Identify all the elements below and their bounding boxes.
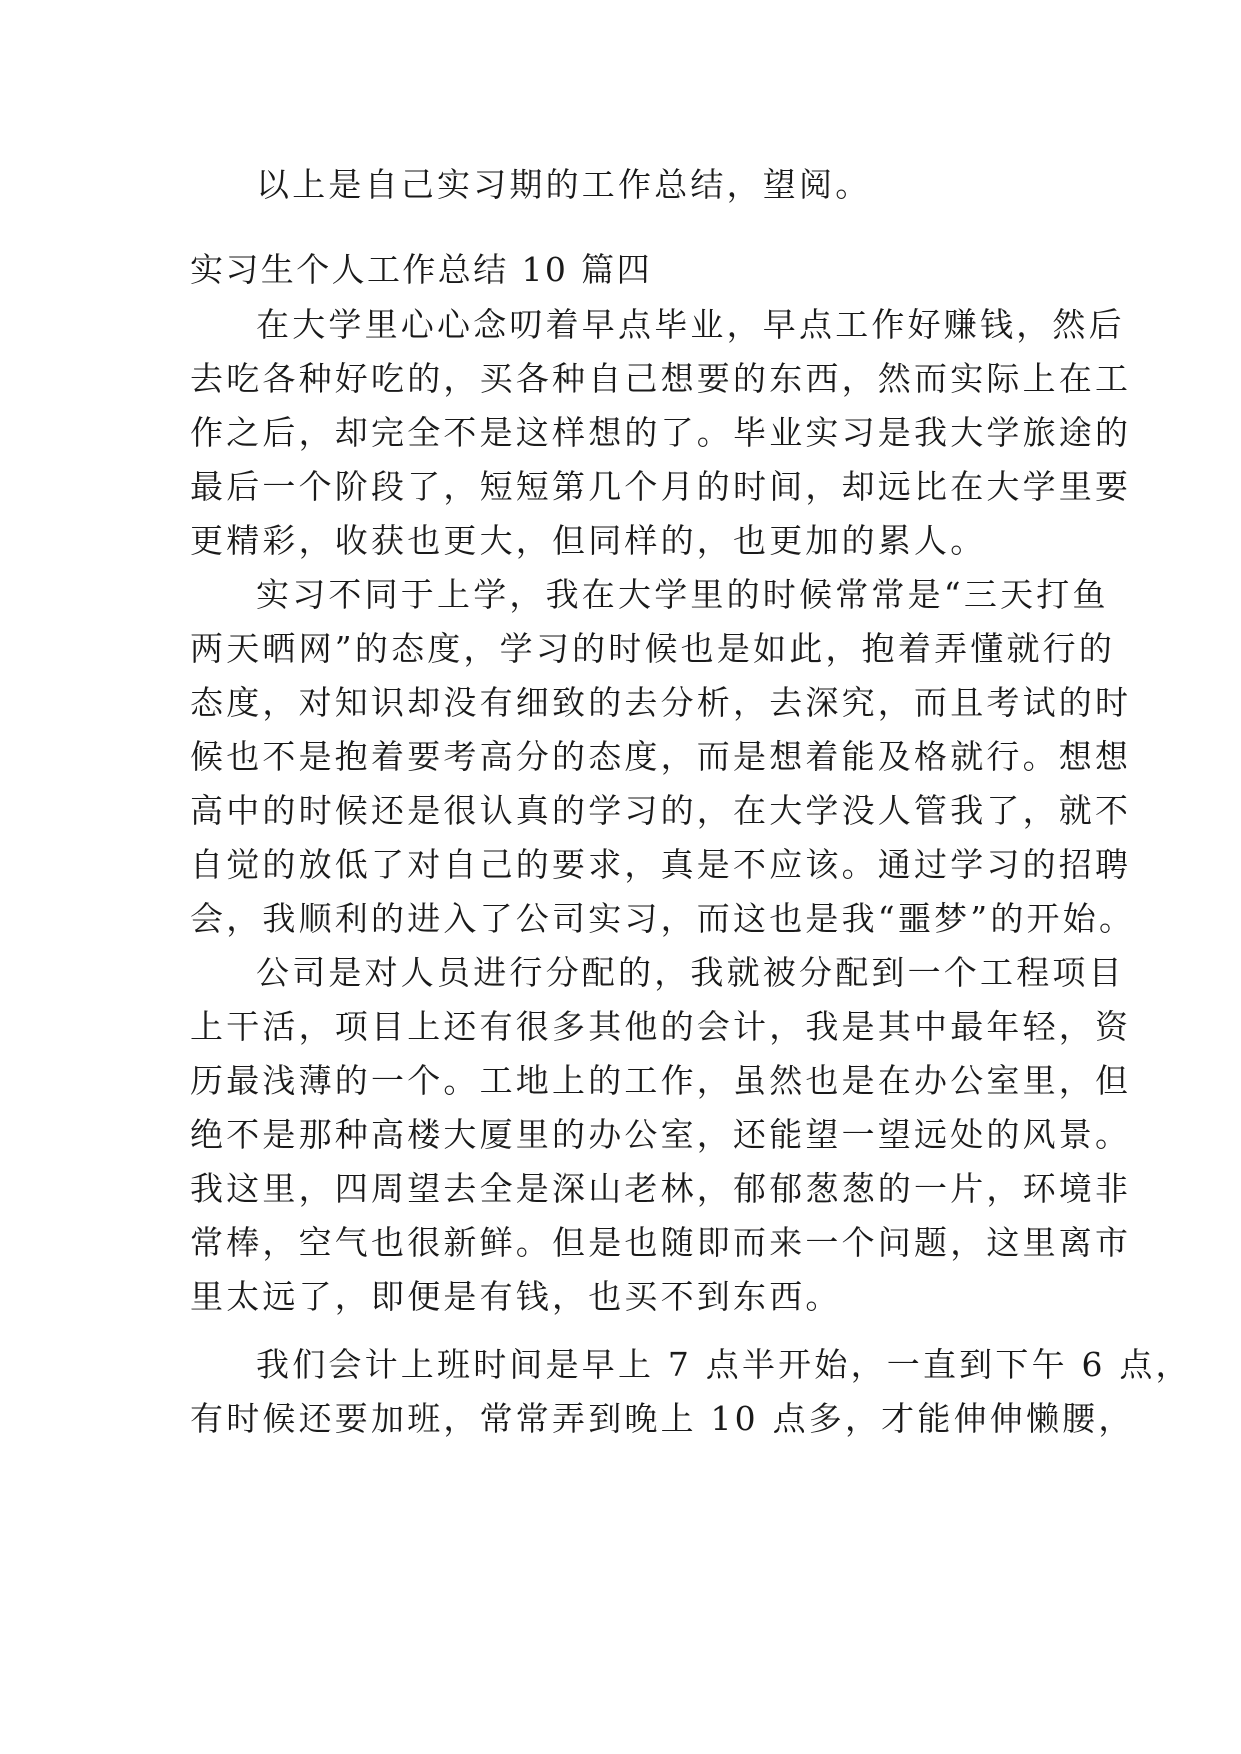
paragraph-3-line-6: 常棒，空气也很新鲜。但是也随即而来一个问题，这里离市 [190,1223,1132,1262]
paragraph-2-line-6: 自觉的放低了对自己的要求，真是不应该。通过学习的招聘 [190,845,1132,884]
paragraph-2-line-3: 态度，对知识却没有细致的去分析，去深究，而且考试的时 [190,683,1132,722]
paragraph-1-line-2: 去吃各种好吃的，买各种自己想要的东西，然而实际上在工 [190,359,1132,398]
paragraph-3-line-5: 我这里，四周望去全是深山老林，郁郁葱葱的一片，环境非 [190,1169,1132,1208]
paragraph-3-line-4: 绝不是那种高楼大厦里的办公室，还能望一望远处的风景。 [190,1115,1132,1154]
paragraph-2-line-1: 实习不同于上学，我在大学里的时候常常是“三天打鱼 [256,575,1109,614]
paragraph-1-line-1: 在大学里心心念叨着早点毕业，早点工作好赚钱，然后 [256,305,1125,344]
paragraph-3-line-3: 历最浅薄的一个。工地上的工作，虽然也是在办公室里，但 [190,1061,1132,1100]
paragraph-1-line-5: 更精彩，收获也更大，但同样的，也更加的累人。 [190,521,987,560]
paragraph-3-line-1: 公司是对人员进行分配的，我就被分配到一个工程项目 [256,953,1125,992]
paragraph-4-line-1: 我们会计上班时间是早上 7 点半开始，一直到下午 6 点， [256,1345,1192,1384]
paragraph-3-line-7: 里太远了，即便是有钱，也买不到东西。 [190,1277,842,1316]
closing-line: 以上是自己实习期的工作总结，望阅。 [256,165,872,204]
paragraph-2-line-5: 高中的时候还是很认真的学习的，在大学没人管我了，就不 [190,791,1132,830]
paragraph-1-line-3: 作之后，却完全不是这样想的了。毕业实习是我大学旅途的 [190,413,1132,452]
paragraph-2-line-4: 候也不是抱着要考高分的态度，而是想着能及格就行。想想 [190,737,1132,776]
paragraph-2-line-2: 两天晒网”的态度，学习的时候也是如此，抱着弄懂就行的 [190,629,1116,668]
paragraph-2-line-7: 会，我顺利的进入了公司实习，而这也是我“噩梦”的开始。 [190,899,1136,938]
paragraph-1-line-4: 最后一个阶段了，短短第几个月的时间，却远比在大学里要 [190,467,1132,506]
paragraph-3-line-2: 上干活，项目上还有很多其他的会计，我是其中最年轻，资 [190,1007,1132,1046]
paragraph-4-line-2: 有时候还要加班，常常弄到晚上 10 点多，才能伸伸懒腰， [190,1399,1135,1438]
section-heading: 实习生个人工作总结 10 篇四 [190,250,652,289]
